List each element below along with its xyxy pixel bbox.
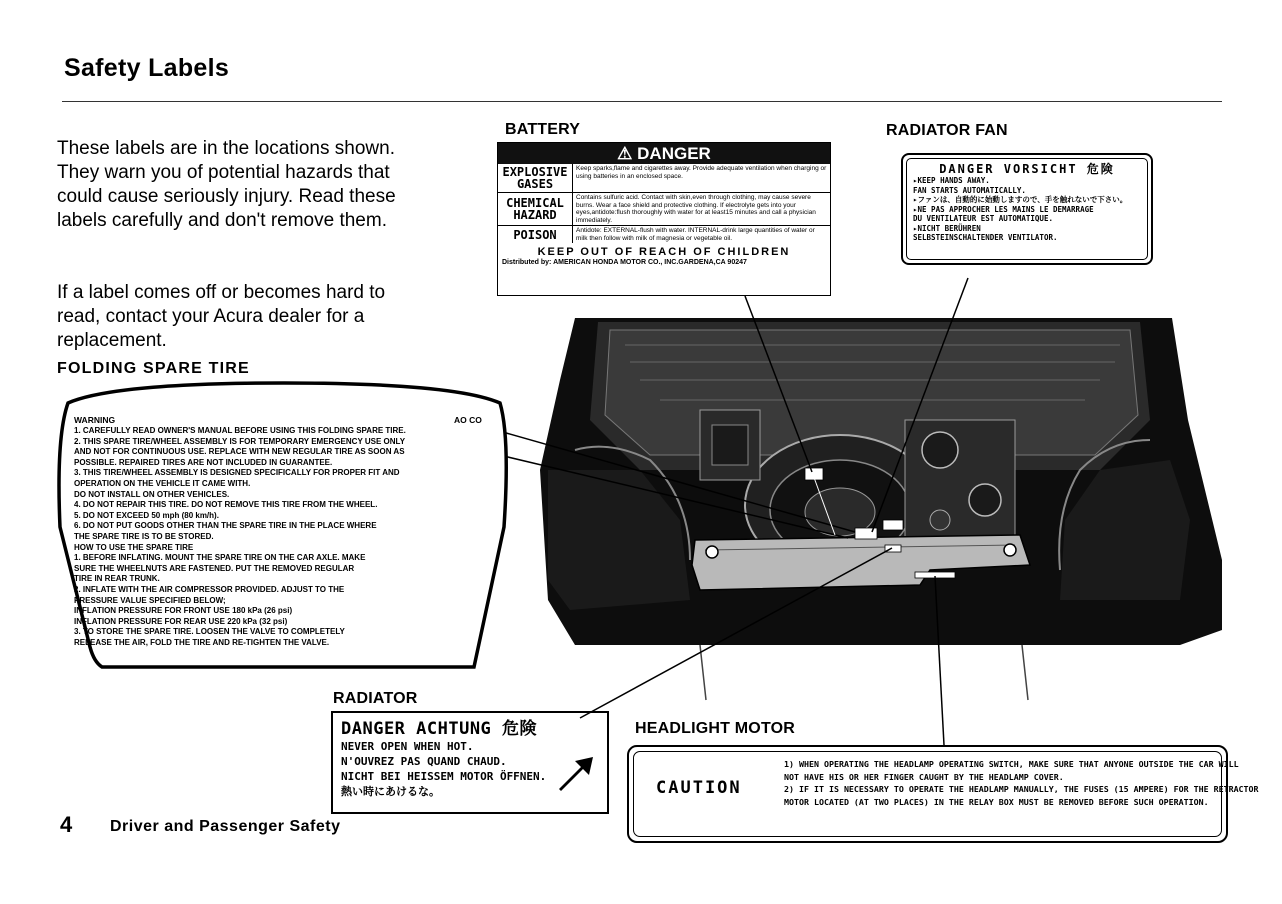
headlight-caution-line: NOT HAVE HIS OR HER FINGER CAUGHT BY THE HEADLAMP COVER. — [784, 771, 1064, 782]
battery-row-explosive — [498, 164, 830, 193]
radiator-fan-line: ▸ファンは、自動的に始動しますので、手を触れないで下さい。 — [913, 195, 1128, 204]
spare-tire-line: 3. THIS TIRE/WHEEL ASSEMBLY IS DESIGNED SPECIFICALLY FOR PROPER FIT AND — [74, 468, 400, 478]
spare-tire-line: 3. TO STORE THE SPARE TIRE. LOOSEN THE VALVE TO COMPLETELY — [74, 627, 345, 637]
battery-row-label: CHEMICAL HAZARD — [498, 193, 573, 225]
replacement-paragraph: If a label comes off or becomes hard to read, contact your Acura dealer for a replacement. — [57, 282, 386, 351]
page-number: 4 — [60, 812, 73, 837]
arrow-icon — [553, 753, 597, 793]
spare-tire-line: INFLATION PRESSURE FOR REAR USE 220 kPa (32 psi) — [74, 616, 288, 626]
warning-triangle-icon: ⚠ — [617, 144, 633, 163]
battery-label-heading — [498, 143, 830, 164]
spare-tire-line: 1. CAREFULLY READ OWNER'S MANUAL BEFORE USING THIS FOLDING SPARE TIRE. — [74, 426, 406, 435]
battery-row-text: Contains sulfuric acid. Contact with skin,even through clothing, may cause severe burns. Wear a face shield and protective clothing. If electrolyte gets into your eyes,antidote:flush thoroughly with water for at least15 minutes and call a physician immediately. — [576, 194, 816, 224]
radiator-label-line: NEVER OPEN WHEN HOT. — [341, 740, 474, 753]
battery-row-label: POISON — [498, 226, 573, 243]
headlight-caution-line: 1) WHEN OPERATING THE HEADLAMP OPERATING SWITCH, MAKE SURE THAT ANYONE OUTSIDE THE CAR WILL — [784, 759, 1239, 769]
page-title: Safety Labels — [64, 54, 230, 82]
spare-tire-warning-text — [74, 415, 494, 648]
radiator-fan-line: ▸NICHT BERÜHREN — [913, 223, 981, 233]
headlight-caution-line: MOTOR LOCATED (AT TWO PLACES) IN THE RELAY BOX MUST BE REMOVED BEFORE SUCH OPERATION. — [784, 796, 1209, 807]
battery-row-chemical — [498, 193, 830, 226]
spare-tire-line: HOW TO USE THE SPARE TIRE — [74, 542, 194, 552]
section-title: Driver and Passenger Safety — [110, 818, 341, 835]
spare-tire-line: AND NOT FOR CONTINUOUS USE. REPLACE WITH NEW REGULAR TIRE AS SOON AS — [74, 447, 405, 457]
battery-row-poison — [498, 226, 830, 243]
spare-tire-line: 1. BEFORE INFLATING. MOUNT THE SPARE TIRE ON THE CAR AXLE. MAKE — [74, 553, 366, 563]
radiator-label-line: NICHT BEI HEISSEM MOTOR ÖFFNEN. — [341, 770, 547, 783]
spare-tire-line: 2. INFLATE WITH THE AIR COMPRESSOR PROVIDED. ADJUST TO THE — [74, 584, 345, 594]
radiator-fan-line: ▸KEEP HANDS AWAY. — [913, 176, 990, 185]
title-divider — [62, 101, 1222, 102]
battery-row-label: EXPLOSIVE GASES — [498, 164, 573, 192]
spare-tire-line: RELEASE THE AIR, FOLD THE TIRE AND RE-TIGHTEN THE VALVE. — [74, 637, 330, 647]
radiator-fan-line: ▸NE PAS APPROCHER LES MAINS LE DEMARRAGE — [913, 204, 1094, 214]
radiator-fan-line: DU VENTILATEUR EST AUTOMATIQUE. — [913, 214, 1053, 223]
spare-tire-line: POSSIBLE. REPAIRED TIRES ARE NOT INCLUDED IN GUARANTEE. — [74, 457, 333, 467]
radiator-caption: RADIATOR — [333, 690, 418, 707]
spare-tire-line: PRESSURE VALUE SPECIFIED BELOW; — [74, 595, 226, 605]
headlight-motor-caption: HEADLIGHT MOTOR — [635, 720, 796, 737]
danger-heading-text: DANGER — [637, 144, 711, 163]
spare-tire-line: 5. DO NOT EXCEED 50 mph (80 km/h). — [74, 510, 219, 520]
battery-danger-label — [497, 142, 831, 296]
spare-tire-line: 2. THIS SPARE TIRE/WHEEL ASSEMBLY IS FOR TEMPORARY EMERGENCY USE ONLY — [74, 436, 406, 446]
distributor-text: Distributed by: AMERICAN HONDA MOTOR CO., INC.GARDENA,CA 90247 — [502, 259, 747, 266]
headlight-caution-label-inner — [633, 751, 1259, 837]
spare-tire-line: THE SPARE TIRE IS TO BE STORED. — [74, 531, 214, 541]
radiator-fan-caption: RADIATOR FAN — [886, 122, 1008, 139]
spare-tire-line: DO NOT INSTALL ON OTHER VEHICLES. — [74, 489, 230, 499]
radiator-fan-danger-label — [901, 153, 1153, 265]
spare-tire-line: 6. DO NOT PUT GOODS OTHER THAN THE SPARE TIRE IN THE PLACE WHERE — [74, 521, 377, 531]
radiator-fan-label-inner — [906, 158, 1148, 260]
spare-tire-line: TIRE IN REAR TRUNK. — [74, 574, 160, 584]
headlight-caution-line: 2) IF IT IS NECESSARY TO OPERATE THE HEADLAMP MANUALLY, THE FUSES (15 AMPERE) FOR THE RETRACTOR — [784, 784, 1259, 794]
headlight-caution-text — [784, 758, 1259, 808]
folding-spare-tire-caption: FOLDING SPARE TIRE — [57, 360, 250, 377]
intro-paragraph: These labels are in the locations shown. They warn you of potential hazards that could cause seriously injury. Read these labels carefully and don't remove them. — [57, 138, 396, 231]
headlight-caution-label — [627, 745, 1259, 843]
caution-heading: CAUTION — [656, 778, 742, 798]
spare-tire-warning-heading: WARNING — [74, 415, 116, 425]
radiator-label-heading: DANGER ACHTUNG 危険 — [341, 719, 538, 739]
radiator-label-line: N'OUVREZ PAS QUAND CHAUD. — [341, 755, 507, 768]
battery-caption: BATTERY — [505, 121, 581, 138]
spare-tire-line: SURE THE WHEELNUTS ARE FASTENED. PUT THE REMOVED REGULAR — [74, 563, 355, 573]
battery-row-text: Antidote: EXTERNAL-flush with water. INTERNAL-drink large quantities of water or milk then follow with milk of magnesia or vegetable oil. — [576, 227, 815, 242]
keep-out-of-reach-text: KEEP OUT OF REACH OF CHILDREN — [537, 246, 791, 258]
spare-tire-code: AO CO — [454, 415, 482, 425]
spare-tire-line: 4. DO NOT REPAIR THIS TIRE. DO NOT REMOVE THIS TIRE FROM THE WHEEL. — [74, 500, 378, 510]
radiator-danger-label — [331, 711, 609, 814]
battery-row-text: Keep sparks,flame and cigarettes away. Provide adequate ventilation when charging or using batteries in an enclosed space. — [576, 165, 827, 180]
radiator-fan-line: SELBSTEINSCHALTENDER VENTILATOR. — [913, 233, 1058, 242]
spare-tire-line: OPERATION ON THE VEHICLE IT CAME WITH. — [74, 478, 251, 488]
radiator-fan-heading: DANGER VORSICHT 危険 — [939, 162, 1115, 176]
radiator-label-line: 熱い時にあけるな。 — [341, 785, 440, 798]
radiator-fan-line: FAN STARTS AUTOMATICALLY. — [913, 185, 1026, 195]
spare-tire-line: INFLATION PRESSURE FOR FRONT USE 180 kPa (26 psi) — [74, 606, 293, 616]
